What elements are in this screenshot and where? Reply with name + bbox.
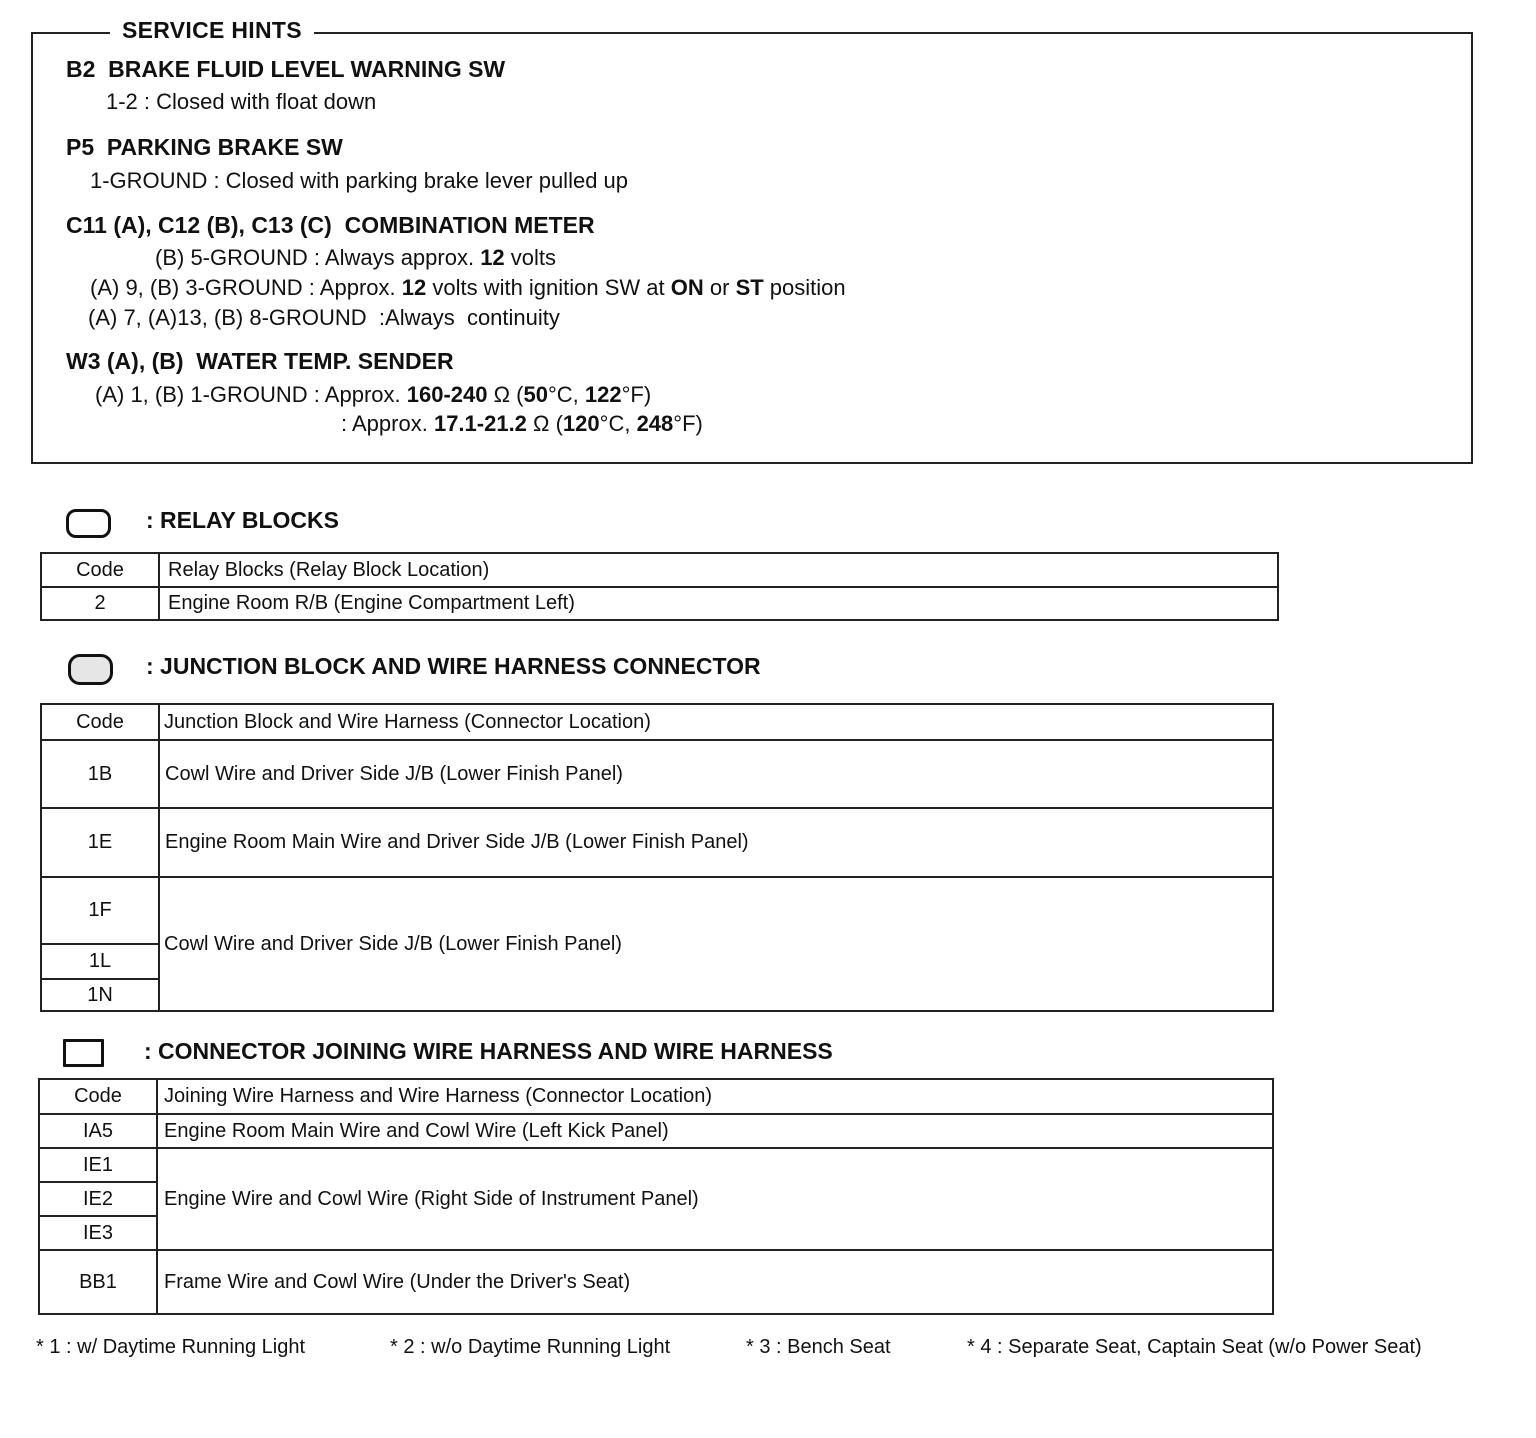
row-desc: Cowl Wire and Driver Side J/B (Lower Finish Panel) (159, 877, 1273, 1011)
row-code: IE1 (39, 1148, 157, 1182)
row-code: 1F (41, 877, 159, 944)
relay-blocks-table (40, 552, 1279, 621)
b2-line1: 1-2 : Closed with float down (106, 89, 377, 114)
junction-blocks-table (40, 703, 1274, 1012)
connectors-title: : CONNECTOR JOINING WIRE HARNESS AND WIRE HARNESS (144, 1038, 833, 1064)
w3-line2: : Approx. 17.1-21.2 Ω (120°C, 248°F) (341, 411, 703, 436)
table-header-row (41, 553, 1278, 587)
p5-heading: P5 PARKING BRAKE SW (66, 134, 343, 160)
row-code: 2 (41, 587, 159, 620)
w3-line1: (A) 1, (B) 1-GROUND : Approx. 160-240 Ω (50°C, 122°F) (95, 382, 652, 407)
row-code: 1N (41, 979, 159, 1011)
row-code: IE3 (39, 1216, 157, 1250)
footnote-4: * 4 : Separate Seat, Captain Seat (w/o Power Seat) (967, 1336, 1422, 1358)
row-code: IE2 (39, 1182, 157, 1216)
header-desc: Junction Block and Wire Harness (Connector Location) (159, 704, 1273, 740)
header-desc: Relay Blocks (Relay Block Location) (159, 553, 1278, 587)
row-desc: Engine Room R/B (Engine Compartment Left) (159, 587, 1278, 620)
p5-line1: 1-GROUND : Closed with parking brake lever pulled up (90, 168, 629, 193)
table-row (41, 740, 1273, 808)
row-desc: Frame Wire and Cowl Wire (Under the Driver's Seat) (157, 1250, 1273, 1314)
relay-block-symbol-icon (66, 509, 111, 538)
row-code: BB1 (39, 1250, 157, 1314)
row-desc: Engine Room Main Wire and Cowl Wire (Left Kick Panel) (157, 1114, 1273, 1148)
header-code: Code (41, 704, 159, 740)
connectors-table (38, 1078, 1274, 1315)
table-row (41, 808, 1273, 877)
c11-heading: C11 (A), C12 (B), C13 (C) COMBINATION METER (66, 212, 595, 238)
table-header-row (39, 1079, 1273, 1114)
w3-heading: W3 (A), (B) WATER TEMP. SENDER (66, 348, 454, 374)
header-code: Code (39, 1079, 157, 1114)
footnote-2: * 2 : w/o Daytime Running Light (390, 1336, 671, 1358)
table-row (39, 1148, 1273, 1182)
header-desc: Joining Wire Harness and Wire Harness (Connector Location) (157, 1079, 1273, 1114)
row-desc: Engine Wire and Cowl Wire (Right Side of Instrument Panel) (157, 1148, 1273, 1250)
b2-heading: B2 BRAKE FLUID LEVEL WARNING SW (66, 56, 506, 82)
table-row (39, 1114, 1273, 1148)
c11-line3: (A) 7, (A)13, (B) 8-GROUND :Always continuity (88, 305, 560, 330)
row-desc: Engine Room Main Wire and Driver Side J/B (Lower Finish Panel) (159, 808, 1273, 877)
row-code: 1E (41, 808, 159, 877)
row-code: IA5 (39, 1114, 157, 1148)
junction-block-symbol-icon (68, 654, 113, 685)
table-header-row (41, 704, 1273, 740)
table-row (39, 1250, 1273, 1314)
header-code: Code (41, 553, 159, 587)
relay-blocks-title: : RELAY BLOCKS (146, 507, 339, 533)
footnote-3: * 3 : Bench Seat (746, 1336, 891, 1358)
junction-blocks-title: : JUNCTION BLOCK AND WIRE HARNESS CONNECTOR (146, 653, 761, 679)
row-desc: Cowl Wire and Driver Side J/B (Lower Finish Panel) (159, 740, 1273, 808)
service-hints-title: SERVICE HINTS (110, 17, 314, 44)
footnote-1: * 1 : w/ Daytime Running Light (36, 1336, 306, 1358)
table-row (41, 877, 1273, 944)
row-code: 1L (41, 944, 159, 979)
connector-symbol-icon (63, 1039, 104, 1067)
row-code: 1B (41, 740, 159, 808)
table-row (41, 587, 1278, 620)
c11-line2: (A) 9, (B) 3-GROUND : Approx. 12 volts with ignition SW at ON or ST position (90, 275, 846, 300)
c11-line1: (B) 5-GROUND : Always approx. 12 volts (155, 245, 557, 270)
